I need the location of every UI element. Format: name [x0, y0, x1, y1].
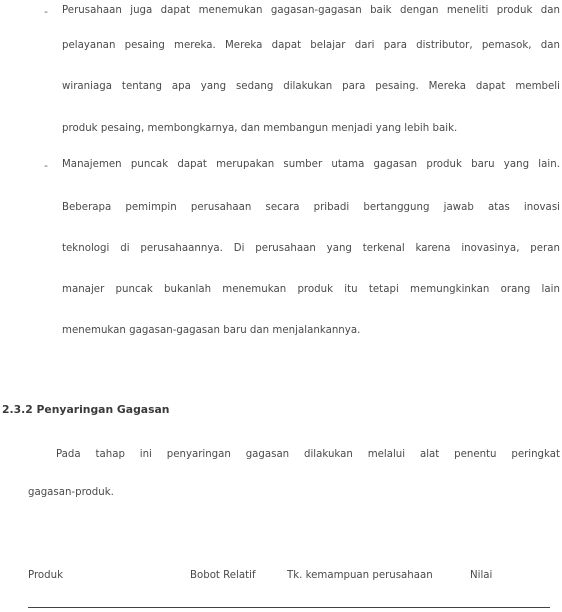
bullet-marker: - [44, 159, 48, 172]
column-header-weight: Bobot Relatif [190, 570, 256, 581]
text-line: pelayanan pesaing mereka. Mereka dapat belajar dari para distributor, pemasok, dan [62, 40, 560, 51]
text-line: Perusahaan juga dapat menemukan gagasan-gagasan baik dengan meneliti produk dan [62, 5, 560, 16]
paragraph-line: gagasan-produk. [28, 487, 114, 498]
column-header-capability: Tk. kemampuan perusahaan [287, 570, 433, 581]
text-line: produk pesaing, membongkarnya, dan membangun menjadi yang lebih baik. [62, 123, 458, 134]
bullet-marker: - [44, 5, 48, 18]
section-heading: 2.3.2 Penyaringan Gagasan [2, 403, 170, 416]
text-line: Manajemen puncak dapat merupakan sumber utama gagasan produk baru yang lain. [62, 159, 560, 170]
text-line: manajer puncak bukanlah menemukan produk itu tetapi memungkinkan orang lain [62, 284, 560, 295]
column-header-product: Produk [28, 570, 63, 581]
text-line: teknologi di perusahaannya. Di perusahaan yang terkenal karena inovasinya, peran [62, 243, 560, 254]
table-header-row [0, 570, 562, 584]
text-line: wiraniaga tentang apa yang sedang dilakukan para pesaing. Mereka dapat membeli [62, 81, 560, 92]
text-line: menemukan gagasan-gagasan baru dan menjalankannya. [62, 325, 361, 336]
column-header-value: Nilai [470, 570, 493, 581]
table-rule [28, 607, 550, 608]
paragraph-line: Pada tahap ini penyaringan gagasan dilakukan melalui alat penentu peringkat [56, 449, 560, 460]
text-line: Beberapa pemimpin perusahaan secara pribadi bertanggung jawab atas inovasi [62, 202, 560, 213]
